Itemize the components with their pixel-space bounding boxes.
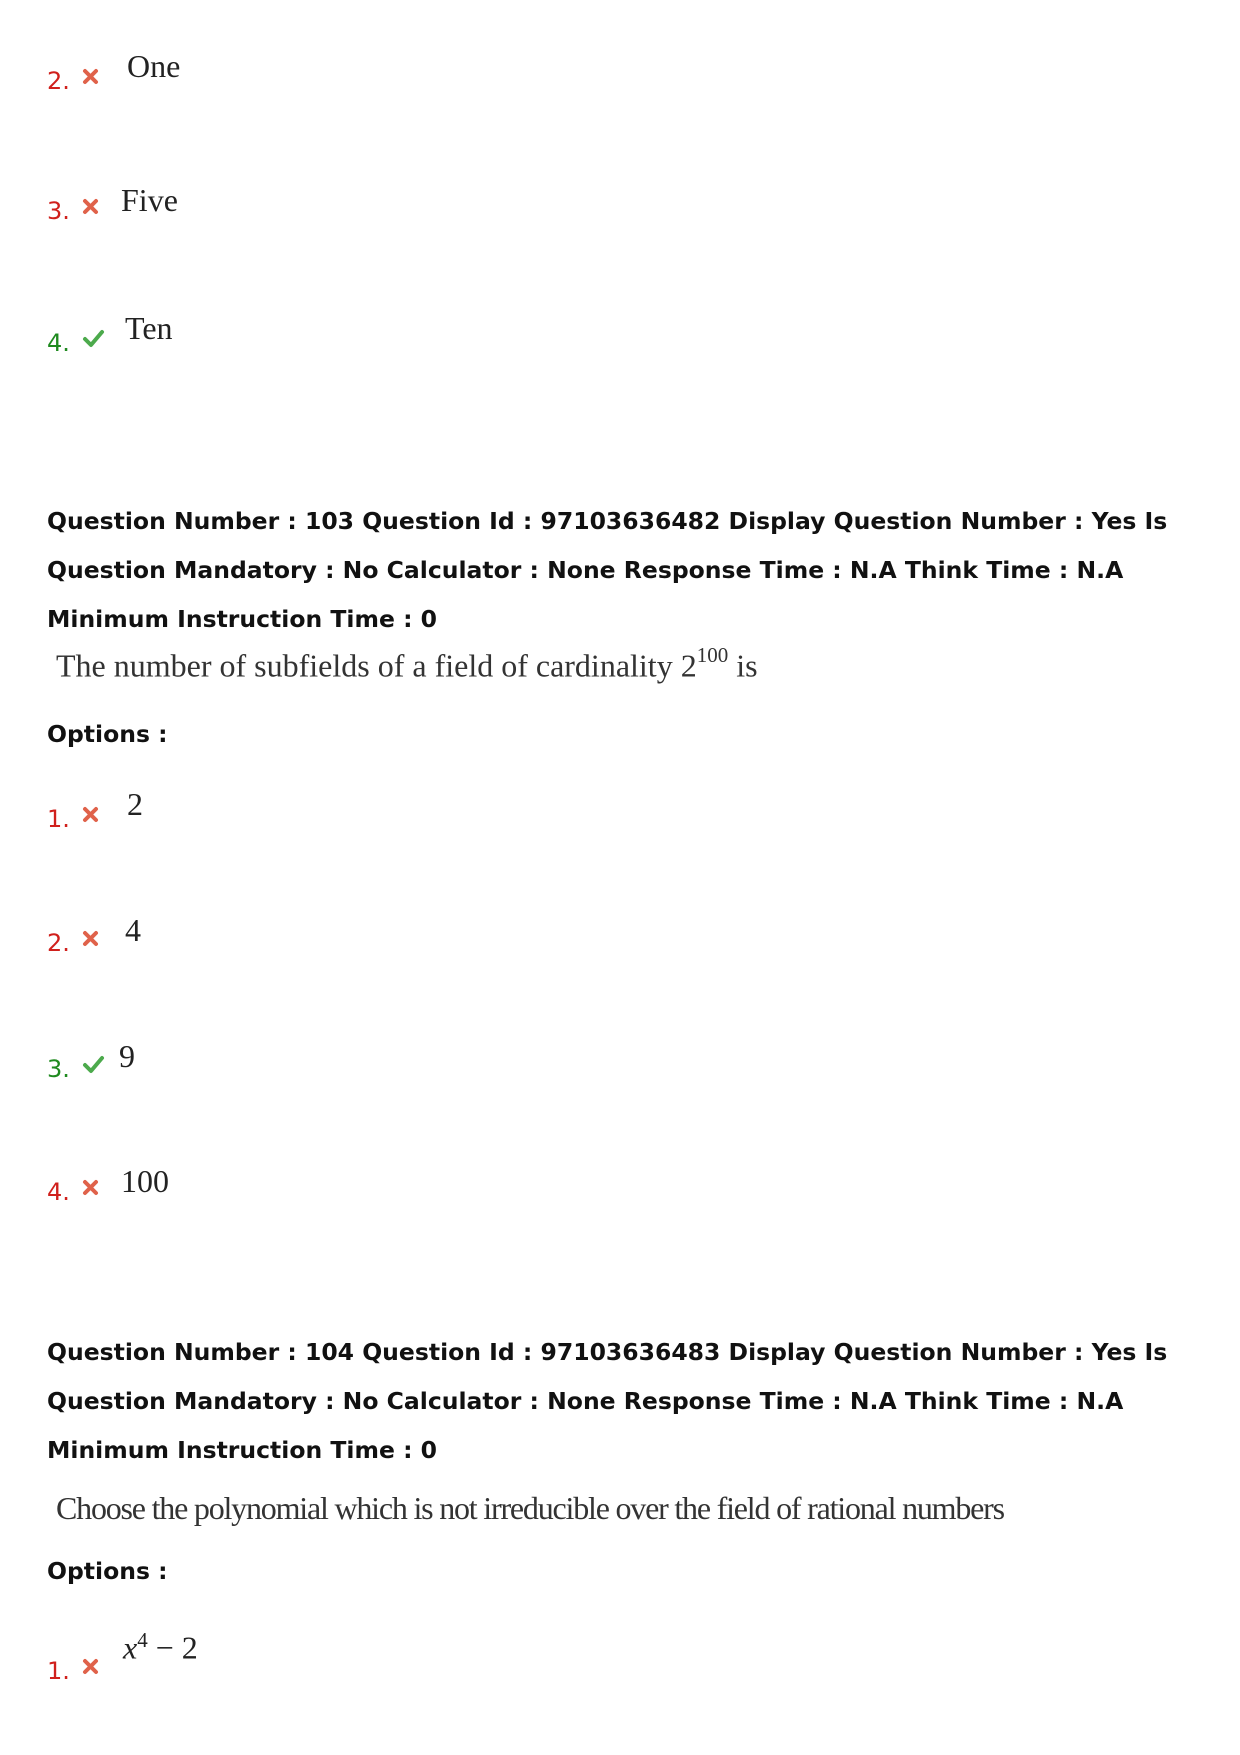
option-number: 4.	[47, 328, 70, 357]
question-103-text	[56, 643, 758, 685]
options-label: Options :	[47, 1557, 168, 1585]
option-number: 1.	[47, 804, 70, 833]
cross-mark-icon	[81, 1177, 101, 1197]
option-text: 2	[127, 786, 143, 822]
cross-mark-icon	[81, 1656, 101, 1676]
option-text: One	[127, 48, 181, 84]
options-label: Options :	[47, 720, 168, 748]
formula-rest: − 2	[147, 1629, 198, 1666]
option-number: 1.	[47, 1657, 70, 1686]
option-1	[47, 1628, 198, 1691]
question-104-meta: Question Number : 104 Question Id : 97103636483 Display Question Number : Yes Is Question Mandatory : No Calculator : None Response Time : N.A Think Time : N.A Minimum Instruction Time : 0	[47, 1338, 1168, 1464]
option-number: 2.	[47, 928, 70, 957]
question-text-end: is	[728, 647, 758, 684]
formula-variable: x	[123, 1629, 138, 1666]
option-3-prev	[47, 182, 178, 229]
option-text: Five	[121, 182, 178, 218]
question-103-meta: Question Number : 103 Question Id : 97103636482 Display Question Number : Yes Is Question Mandatory : No Calculator : None Response Time : N.A Think Time : N.A Minimum Instruction Time : 0	[47, 507, 1168, 633]
option-2-prev	[47, 48, 181, 99]
option-text: Ten	[125, 310, 173, 346]
cross-mark-icon	[81, 196, 101, 216]
option-text: 100	[121, 1163, 169, 1199]
formula-exponent: 4	[137, 1628, 148, 1652]
option-number: 4.	[47, 1177, 70, 1206]
cross-mark-icon	[81, 804, 101, 824]
option-4-prev	[47, 310, 173, 361]
option-number: 2.	[47, 66, 70, 95]
check-mark-icon	[81, 1054, 105, 1074]
check-mark-icon	[81, 328, 105, 348]
option-number: 3.	[47, 1054, 70, 1083]
question-text-exponent: 100	[696, 643, 729, 667]
option-4	[47, 1163, 169, 1210]
option-1	[47, 786, 143, 837]
cross-mark-icon	[81, 928, 101, 948]
option-2	[47, 912, 141, 961]
option-3	[47, 1038, 135, 1087]
question-text-main: The number of subfields of a field of cardinality 2	[56, 647, 697, 684]
option-text: 9	[119, 1038, 135, 1074]
option-formula	[123, 1628, 198, 1667]
option-text: 4	[125, 912, 141, 948]
cross-mark-icon	[81, 66, 101, 86]
question-104-text: Choose the polynomial which is not irreducible over the field of rational numbers	[56, 1490, 1004, 1526]
option-number: 3.	[47, 196, 70, 225]
